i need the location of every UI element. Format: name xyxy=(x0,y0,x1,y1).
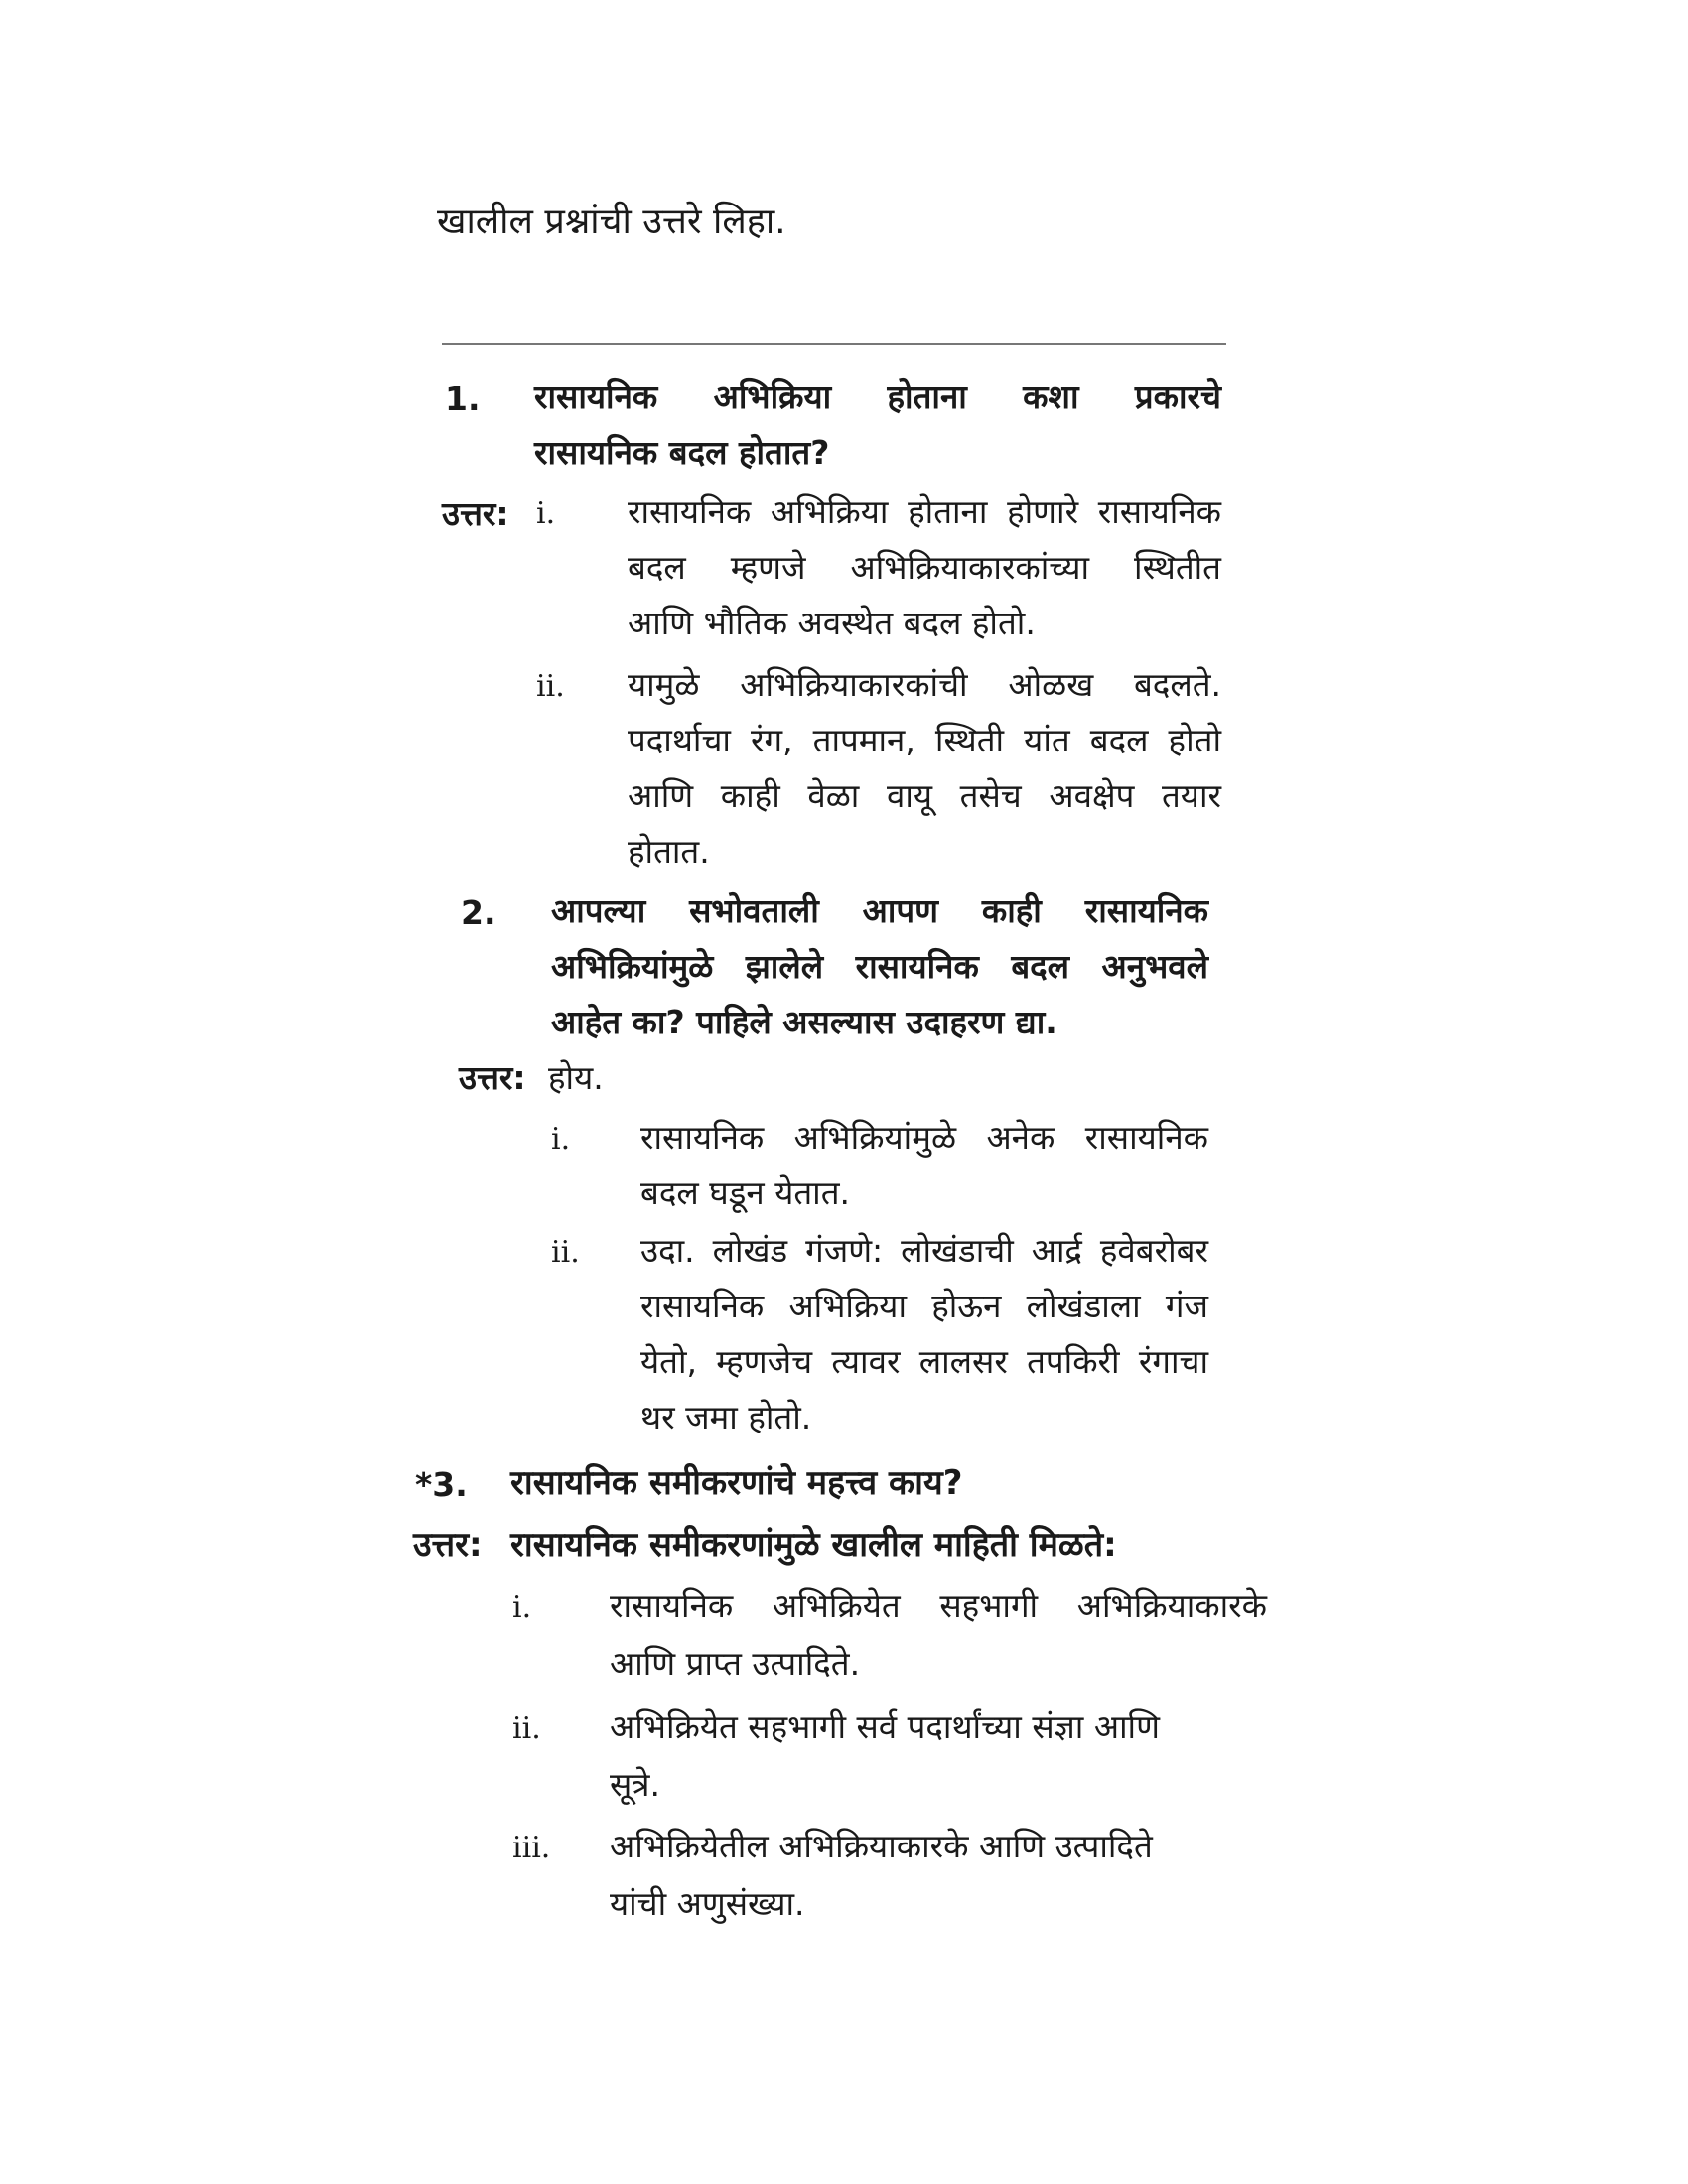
q2-question-line: आपल्या सभोवताली आपण काही रासायनिक xyxy=(551,891,1208,930)
q2-question-line: अभिक्रियांमुळे झालेले रासायनिक बदल अनुभवले xyxy=(551,947,1208,986)
q1-question-line: रासायनिक अभिक्रिया होताना कशा प्रकारचे xyxy=(534,377,1221,416)
q1-answer-line: होतात. xyxy=(628,832,710,871)
q3-point-marker: iii. xyxy=(512,1831,551,1865)
q2-point-marker: ii. xyxy=(551,1235,580,1270)
q2-answer-label: उत्तर: xyxy=(459,1058,526,1097)
divider-line xyxy=(442,343,1226,345)
q3-number: *3. xyxy=(415,1465,468,1504)
q1-point-marker: ii. xyxy=(536,669,565,704)
q3-question: रासायनिक समीकरणांचे महत्त्व काय? xyxy=(510,1463,963,1503)
q3-point-marker: ii. xyxy=(512,1711,541,1746)
q2-point-marker: i. xyxy=(551,1122,571,1157)
q2-answer-line: रासायनिक अभिक्रिया होऊन लोखंडाला गंज xyxy=(640,1287,1208,1325)
q3-answer-line: आणि प्राप्त उत्पादिते. xyxy=(610,1644,861,1683)
q2-question-line: आहेत का? पाहिले असल्यास उदाहरण द्या. xyxy=(551,1003,1057,1041)
q2-number: 2. xyxy=(461,893,496,932)
q2-answer-line: रासायनिक अभिक्रियांमुळे अनेक रासायनिक xyxy=(640,1118,1208,1157)
q1-answer-line: यामुळे अभिक्रियाकारकांची ओळख बदलते. xyxy=(628,665,1221,704)
q3-answer-label: उत्तर: xyxy=(413,1525,483,1565)
q1-answer-line: आणि भौतिक अवस्थेत बदल होतो. xyxy=(628,604,1036,642)
q2-answer-line: येतो, म्हणजेच त्यावर लालसर तपकिरी रंगाचा xyxy=(640,1342,1208,1381)
instruction-heading: खालील प्रश्नांची उत्तरे लिहा. xyxy=(437,202,786,242)
q3-answer-line: अभिक्रियेत सहभागी सर्व पदार्थांच्या संज्ञा आणि xyxy=(610,1707,1160,1746)
q1-number: 1. xyxy=(445,379,481,418)
q1-point-marker: i. xyxy=(536,496,556,531)
q1-answer-line: रासायनिक अभिक्रिया होताना होणारे रासायनिक xyxy=(628,492,1221,531)
q1-answer-line: पदार्थाचा रंग, तापमान, स्थिती यांत बदल होतो xyxy=(628,721,1221,759)
q1-answer-line: आणि काही वेळा वायू तसेच अवक्षेप तयार xyxy=(628,776,1221,815)
q3-answer-line: रासायनिक अभिक्रियेत सहभागी अभिक्रियाकारके xyxy=(610,1586,1267,1625)
q2-answer-line: उदा. लोखंड गंजणे: लोखंडाची आर्द्र हवेबरोबर xyxy=(640,1231,1208,1270)
q1-answer-label: उत्तर: xyxy=(442,494,509,533)
q3-answer-line: अभिक्रियेतील अभिक्रियाकारके आणि उत्पादिते xyxy=(610,1827,1153,1865)
q2-answer-line: बदल घडून येतात. xyxy=(640,1173,850,1212)
q3-answer-line: यांची अणुसंख्या. xyxy=(610,1884,805,1923)
q1-answer-line: बदल म्हणजे अभिक्रियाकारकांच्या स्थितीत xyxy=(628,548,1221,587)
q2-answer-text: होय. xyxy=(548,1058,604,1097)
q3-answer-intro: रासायनिक समीकरणांमुळे खालील माहिती मिळते: xyxy=(510,1525,1117,1565)
q1-question-line: रासायनिक बदल होतात? xyxy=(534,433,830,472)
q3-point-marker: i. xyxy=(512,1590,532,1625)
q2-answer-line: थर जमा होतो. xyxy=(640,1398,812,1436)
q3-answer-line: सूत्रे. xyxy=(610,1765,661,1804)
